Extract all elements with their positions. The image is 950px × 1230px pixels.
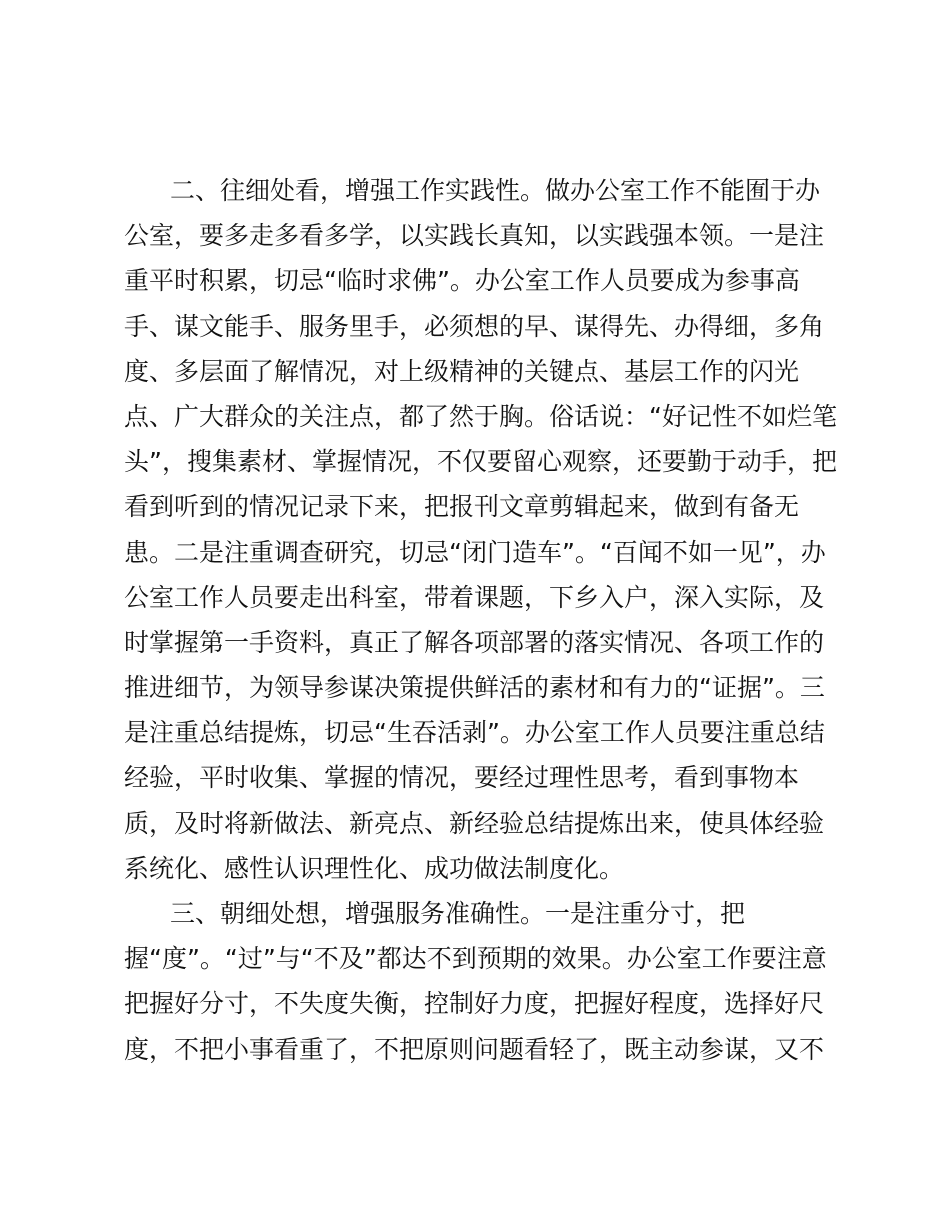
- paragraph-3: [124, 891, 834, 1072]
- paragraph-line: 推进细节，为领导参谋决策提供鲜活的素材和有力的“证据”。三: [124, 673, 825, 703]
- paragraph-line: 度、多层面了解情况，对上级精神的关键点、基层工作的闪光: [124, 356, 800, 386]
- paragraph-line: 二、往细处看，增强工作实践性。做办公室工作不能囿于办: [170, 176, 821, 205]
- paragraph-line: 重平时积累，切忌“临时求佛”。办公室工作人员要成为参事高: [124, 266, 800, 296]
- paragraph-line: 把握好分寸，不失度失衡，控制好力度，把握好程度，选择好尺: [124, 989, 825, 1019]
- paragraph-line: 看到听到的情况记录下来，把报刊文章剪辑起来，做到有备无: [124, 492, 800, 522]
- paragraph-line: 系统化、感性认识理性化、成功做法制度化。: [124, 853, 625, 883]
- paragraph-line: 手、谋文能手、服务里手，必须想的早、谋得先、办得细，多角: [124, 311, 825, 341]
- paragraph-line: 三、朝细处想，增强服务准确性。一是注重分寸，把: [170, 899, 746, 928]
- paragraph-line: 公室，要多走多看多学，以实践长真知，以实践强本领。一是注: [124, 221, 825, 251]
- paragraph-line: 患。二是注重调查研究，切忌“闭门造车”。“百闻不如一见”，办: [124, 537, 826, 567]
- paragraph-line: 公室工作人员要走出科室，带着课题，下乡入户，深入实际，及: [124, 582, 825, 612]
- paragraph-2: [124, 168, 837, 891]
- paragraph-line: 时掌握第一手资料，真正了解各项部署的落实情况、各项工作的: [124, 627, 825, 657]
- paragraph-line: 握“度”。“过”与“不及”都达不到预期的效果。办公室工作要注意: [124, 944, 827, 974]
- paragraph-line: 度，不把小事看重了，不把原则问题看轻了，既主动参谋，又不: [124, 1034, 825, 1064]
- paragraph-line: 头”，搜集素材、掌握情况，不仅要留心观察，还要勤于动手，把: [124, 447, 837, 477]
- document-body: [124, 168, 837, 1072]
- paragraph-line: 是注重总结提炼，切忌“生吞活剥”。办公室工作人员要注重总结: [124, 718, 825, 748]
- paragraph-line: 经验，平时收集、掌握的情况，要经过理性思考，看到事物本: [124, 763, 800, 793]
- paragraph-line: 质，及时将新做法、新亮点、新经验总结提炼出来，使具体经验: [124, 808, 825, 838]
- paragraph-line: 点、广大群众的关注点，都了然于胸。俗话说：“好记性不如烂笔: [124, 401, 837, 431]
